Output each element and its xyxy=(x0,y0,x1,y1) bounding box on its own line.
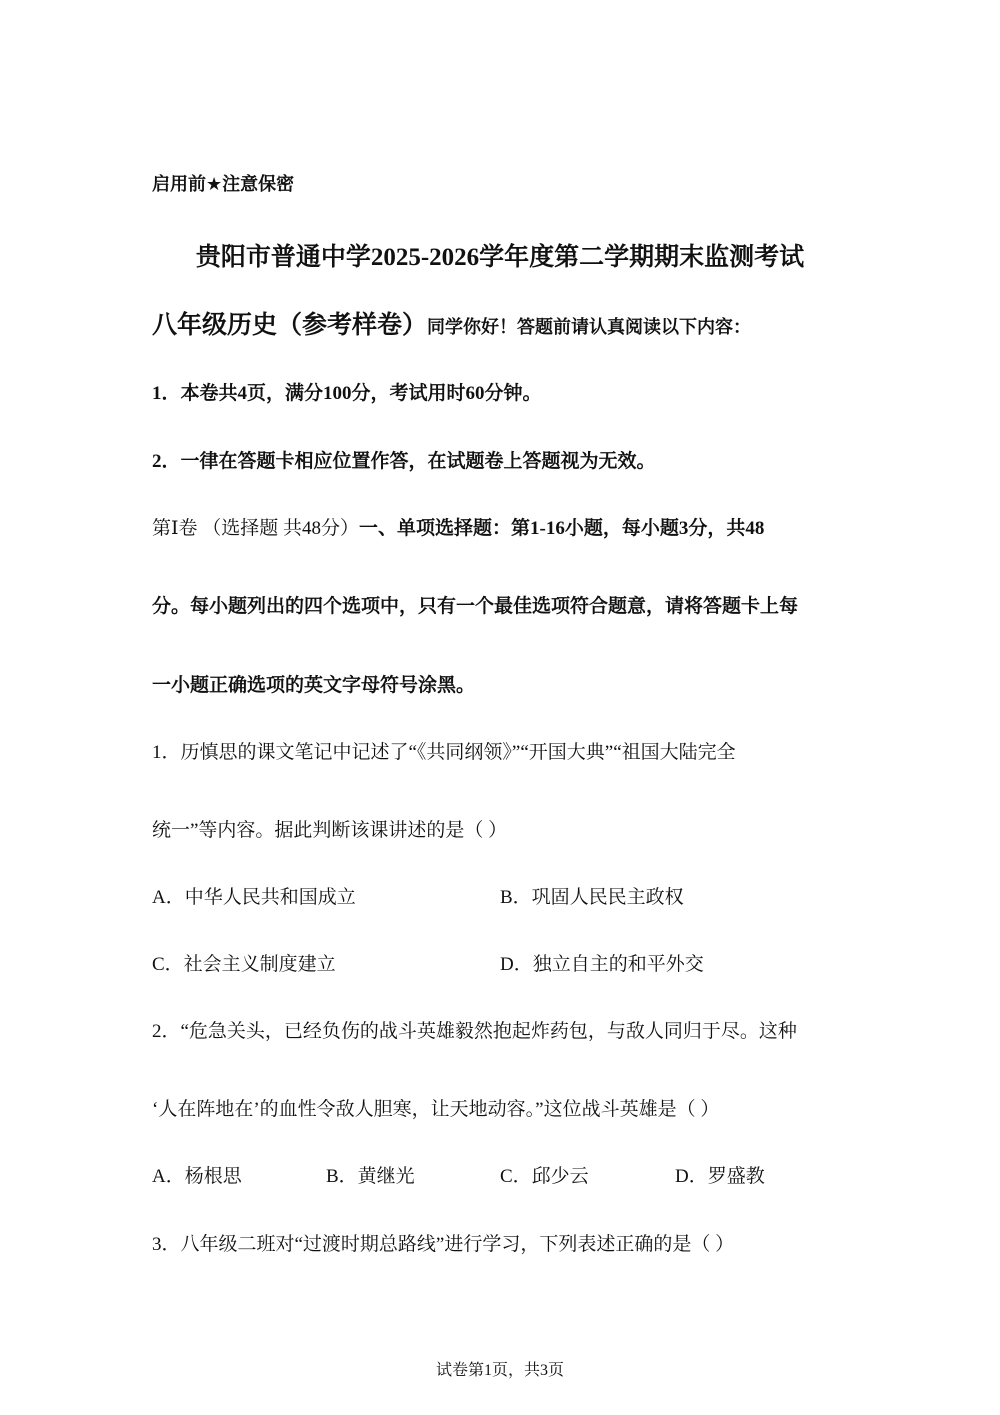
page-footer: 试卷第1页，共3页 xyxy=(435,1362,564,1379)
subtitle-row xyxy=(152,310,751,340)
question-1-option-c: C．社会主义制度建立 xyxy=(152,954,336,975)
confidential-label: 启用前★注意保密 xyxy=(152,174,295,195)
question-3-line-1: 3．八年级二班对“过渡时期总路线”进行学习，下列表述正确的是（ ） xyxy=(152,1234,735,1255)
question-1-option-a: A．中华人民共和国成立 xyxy=(152,887,356,908)
question-2-line-1: 2．“危急关头，已经负伤的战斗英雄毅然抱起炸药包，与敌人同归于尽。这种 xyxy=(152,1021,797,1042)
question-2-option-b: B．黄继光 xyxy=(326,1166,415,1187)
question-2-line-2: ‘人在阵地在’的血性令敌人胆寒，让天地动容。”这位战斗英雄是（ ） xyxy=(152,1099,720,1120)
section-instruction-3: 一小题正确选项的英文字母符号涂黑。 xyxy=(152,675,476,696)
exam-title: 贵阳市普通中学2025-2026学年度第二学期期末监测考试 xyxy=(195,244,805,271)
question-1-line-1: 1．历慎思的课文笔记中记述了“《共同纲领》”“开国大典”“祖国大陆完全 xyxy=(152,742,736,763)
question-1-option-b: B．巩固人民民主政权 xyxy=(500,887,684,908)
section-label: 第Ⅰ卷 （选择题 共48分） xyxy=(152,518,360,539)
note-2: 2．一律在答题卡相应位置作答，在试题卷上答题视为无效。 xyxy=(152,451,656,472)
question-1-option-d: D．独立自主的和平外交 xyxy=(500,954,704,975)
section-row xyxy=(152,518,764,541)
question-1-line-2: 统一”等内容。据此判断该课讲述的是（ ） xyxy=(152,820,508,841)
section-instruction-1: 一、单项选择题：第1-16小题，每小题3分，共48 xyxy=(359,518,765,539)
question-2-option-c: C．邱少云 xyxy=(500,1166,589,1187)
question-2-option-a: A．杨根思 xyxy=(152,1166,242,1187)
note-1: 1．本卷共4页，满分100分，考试用时60分钟。 xyxy=(152,383,542,404)
greeting-text: 同学你好！答题前请认真阅读以下内容： xyxy=(427,317,752,338)
exam-subtitle: 八年级历史（参考样卷） xyxy=(152,310,428,339)
question-2-option-d: D．罗盛教 xyxy=(675,1166,765,1187)
section-instruction-2: 分。每小题列出的四个选项中，只有一个最佳选项符合题意，请将答题卡上每 xyxy=(152,596,799,617)
